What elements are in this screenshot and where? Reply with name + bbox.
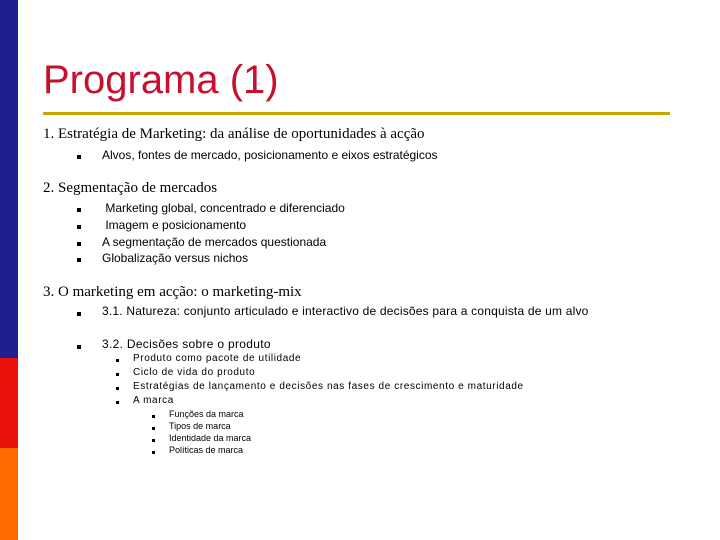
list-item: 3.1. Natureza: conjunto articulado e interactivo de decisões para a conquista de um alvo: [102, 304, 589, 318]
section-heading-3: 3. O marketing em acção: o marketing-mix: [43, 284, 302, 300]
square-bullet-icon: [77, 239, 81, 248]
square-bullet-icon: [116, 398, 119, 407]
square-bullet-icon: [77, 342, 81, 351]
list-item: Alvos, fontes de mercado, posicionamento e eixos estratégicos: [102, 148, 438, 162]
sub-list-item: Estratégias de lançamento e decisões nas fases de crescimento e maturidade: [133, 381, 524, 392]
side-bar-orange: [0, 448, 18, 540]
sub-sub-list-item: Funções da marca: [169, 409, 244, 419]
list-item: Globalização versus nichos: [102, 251, 249, 265]
sub-sub-list-item: Políticas de marca: [169, 445, 244, 455]
list-item: 3.2. Decisões sobre o produto: [102, 337, 271, 351]
square-bullet-icon: [77, 152, 81, 161]
square-bullet-icon: [77, 222, 81, 231]
square-bullet-icon: [77, 205, 81, 214]
square-bullet-icon: [116, 356, 119, 365]
square-bullet-icon: [116, 384, 119, 393]
list-item: Imagem e posicionamento: [102, 218, 247, 232]
square-bullet-icon: [152, 436, 155, 445]
square-bullet-icon: [152, 412, 155, 421]
sub-list-item: Produto como pacote de utilidade: [133, 353, 302, 364]
side-bar-blue: [0, 0, 18, 358]
section-heading-1: 1. Estratégia de Marketing: da análise de oportunidades à acção: [43, 126, 425, 142]
sub-list-item: A marca: [133, 395, 174, 406]
square-bullet-icon: [77, 309, 81, 318]
sub-sub-list-item: Tipos de marca: [169, 421, 231, 431]
section-heading-2: 2. Segmentação de mercados: [43, 180, 218, 196]
sub-sub-list-item: Identidade da marca: [169, 433, 252, 443]
square-bullet-icon: [152, 448, 155, 457]
slide-title: Programa (1): [43, 58, 279, 102]
square-bullet-icon: [116, 370, 119, 379]
side-bar-red: [0, 358, 18, 448]
list-item: A segmentação de mercados questionada: [102, 235, 327, 249]
square-bullet-icon: [77, 255, 81, 264]
list-item: Marketing global, concentrado e diferenciado: [102, 201, 345, 215]
title-rule: [43, 112, 670, 115]
sub-list-item: Ciclo de vida do produto: [133, 367, 256, 378]
square-bullet-icon: [152, 424, 155, 433]
